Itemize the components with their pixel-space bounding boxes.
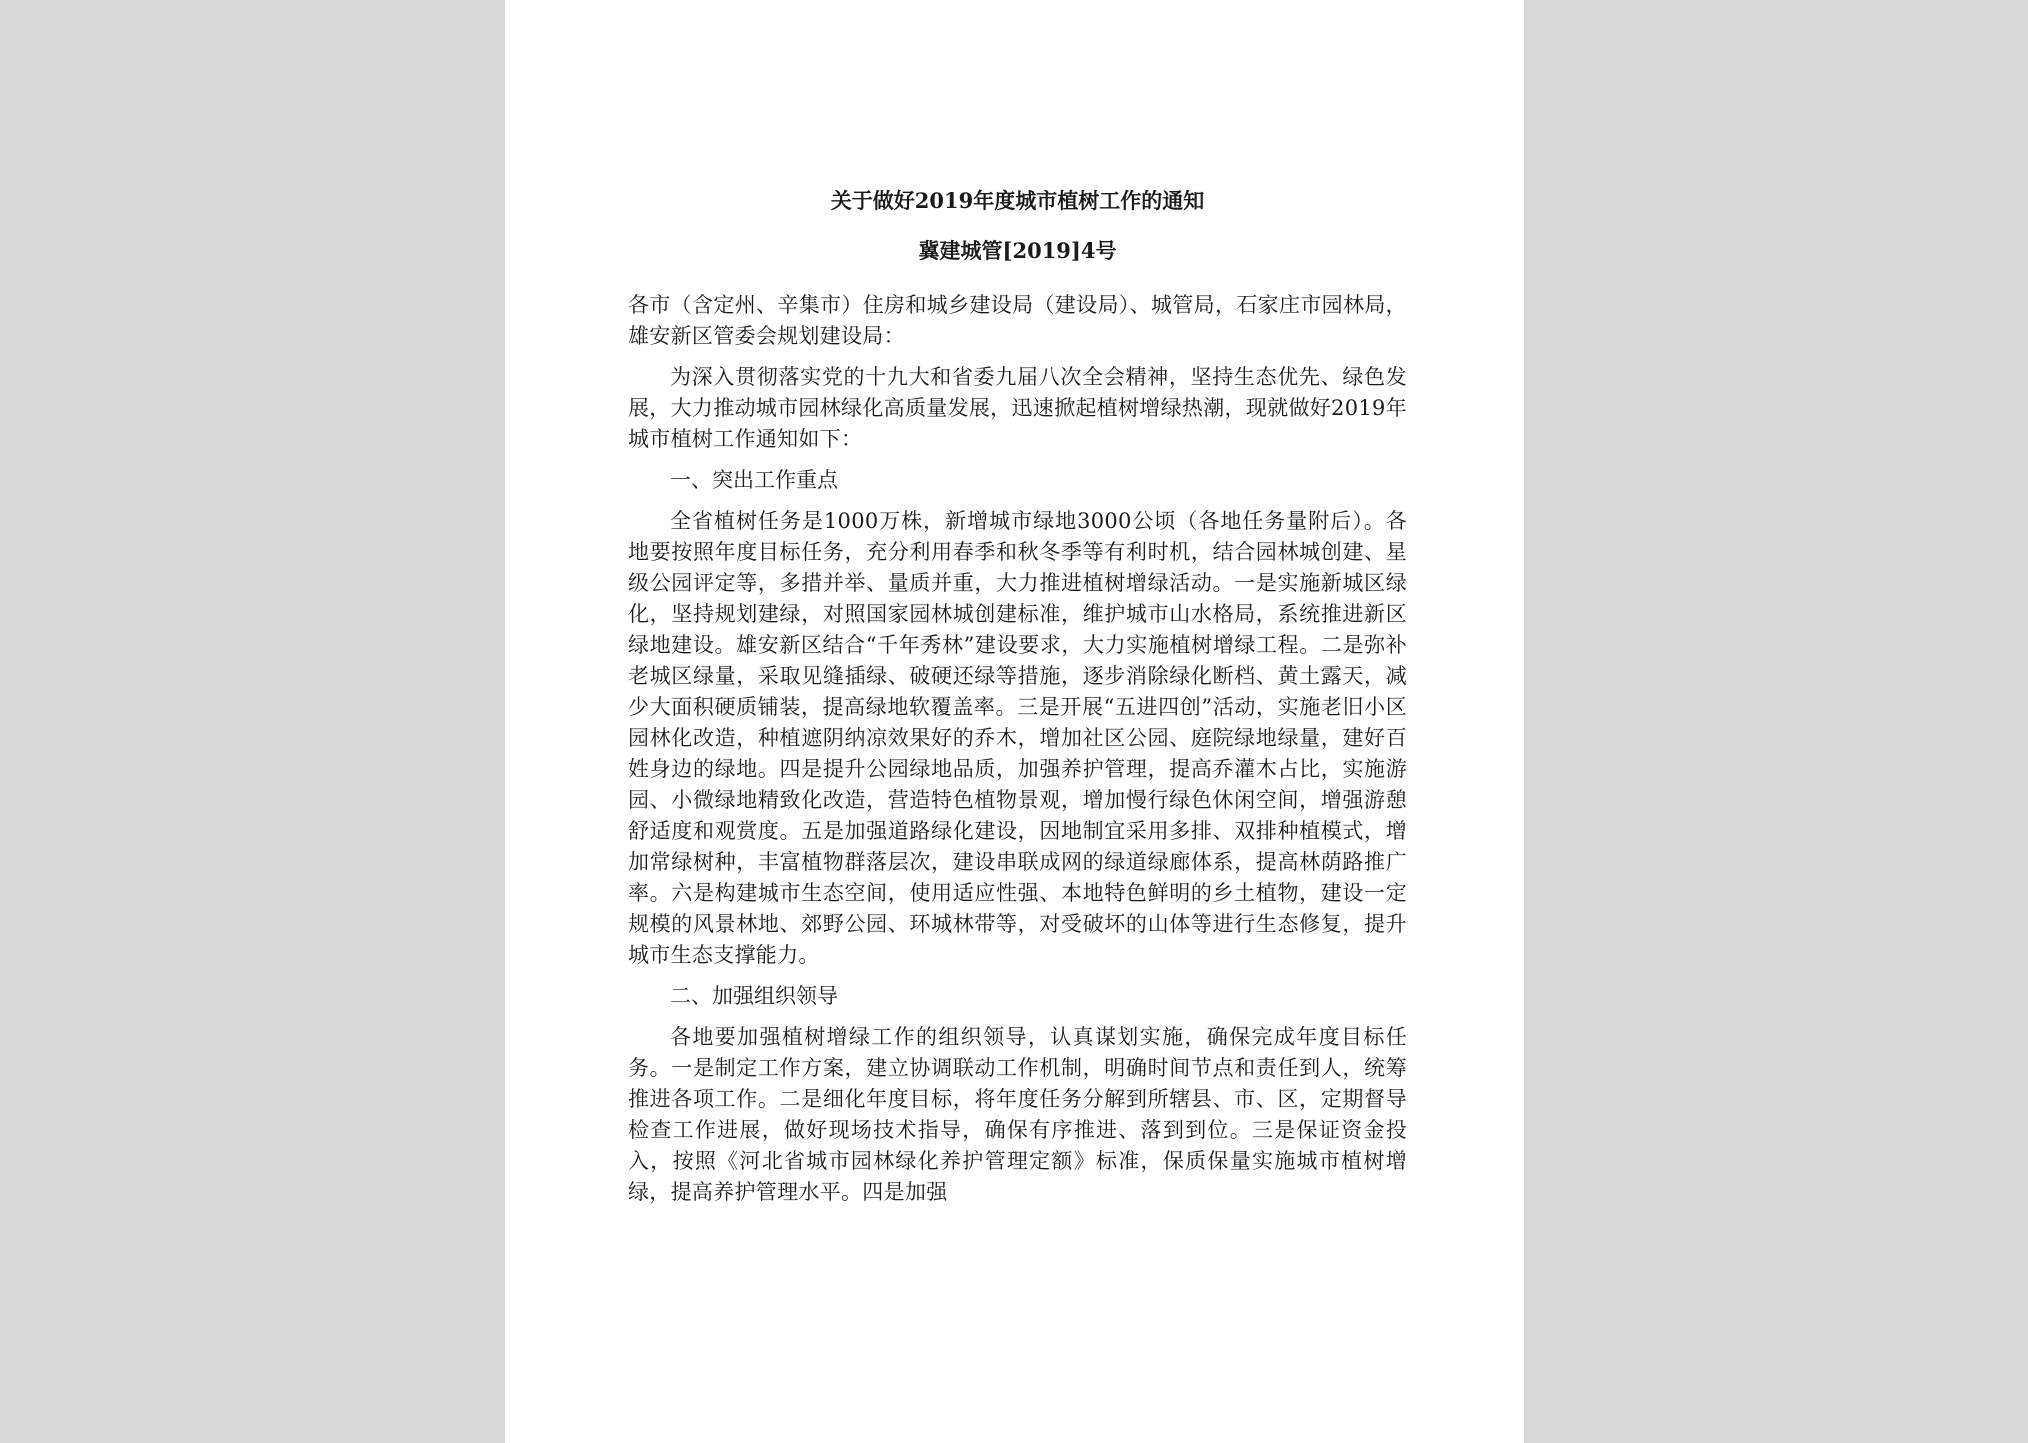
section-2-body: 各地要加强植树增绿工作的组织领导，认真谋划实施，确保完成年度目标任务。一是制定工作方案，建立协调联动工作机制，明确时间节点和责任到人，统筹推进各项工作。二是细化年度目标，将年度任务分解到所辖县、市、区，定期督导检查工作进展，做好现场技术指导，确保有序推进、落到到位。三是保证资金投入，按照《河北省城市园林绿化养护管理定额》标准，保质保量实施城市植树增绿，提高养护管理水平。四是加强 xyxy=(628,1025,1407,1204)
document-number: 冀建城管[2019]4号 xyxy=(918,238,1117,263)
addressee-paragraph: 各市（含定州、辛集市）住房和城乡建设局（建设局）、城管局，石家庄市园林局，雄安新区管委会规划建设局： xyxy=(628,293,1407,348)
section-2-heading: 二、加强组织领导 xyxy=(670,984,838,1008)
page-content xyxy=(628,176,1407,1218)
section-1-heading: 一、突出工作重点 xyxy=(670,468,838,492)
section-1-body: 全省植树任务是1000万株，新增城市绿地3000公顷（各地任务量附后）。各地要按照年度目标任务，充分利用春季和秋冬季等有利时机，结合园林城创建、星级公园评定等，多措并举、量质并重，大力推进植树增绿活动。一是实施新城区绿化，坚持规划建绿，对照国家园林城创建标准，维护城市山水格局，系统推进新区绿地建设。雄安新区结合“千年秀林”建设要求，大力实施植树增绿工程。二是弥补老城区绿量，采取见缝插绿、破硬还绿等措施，逐步消除绿化断档、黄土露天，减少大面积硬质铺装，提高绿地软覆盖率。三是开展“五进四创”活动，实施老旧小区园林化改造，种植遮阴纳凉效果好的乔木，增加社区公园、庭院绿地绿量，建好百姓身边的绿地。四是提升公园绿地品质，加强养护管理，提高乔灌木占比，实施游园、小微绿地精致化改造，营造特色植物景观，增加慢行绿色休闲空间，增强游憩舒适度和观赏度。五是加强道路绿化建设，因地制宜采用多排、双排种植模式，增加常绿树种，丰富植物群落层次，建设串联成网的绿道绿廊体系，提高林荫路推广率。六是构建城市生态空间，使用适应性强、本地特色鲜明的乡土植物，建设一定规模的风景林地、郊野公园、环城林带等，对受破坏的山体等进行生态修复，提升城市生态支撑能力。 xyxy=(628,509,1407,967)
document-page xyxy=(505,0,1524,1443)
document-title: 关于做好2019年度城市植树工作的通知 xyxy=(830,188,1205,213)
intro-paragraph: 为深入贯彻落实党的十九大和省委九届八次全会精神，坚持生态优先、绿色发展，大力推动城市园林绿化高质量发展，迅速掀起植树增绿热潮，现就做好2019年城市植树工作通知如下： xyxy=(628,365,1407,451)
